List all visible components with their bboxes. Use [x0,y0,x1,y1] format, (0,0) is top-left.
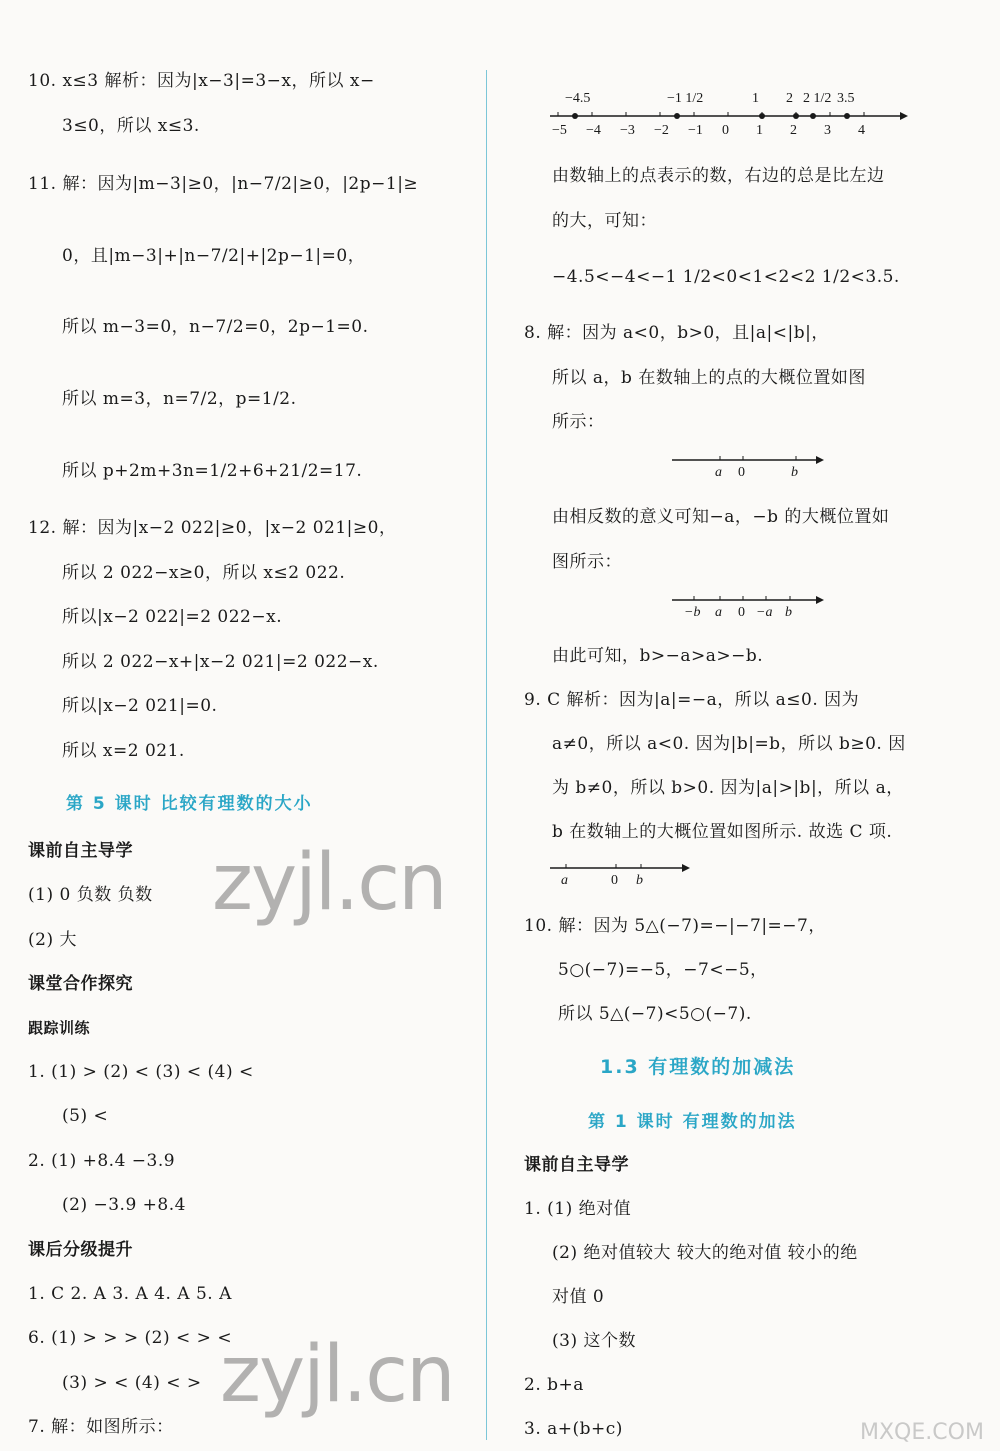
axis2-label-a: a [715,465,722,480]
heading-in-class: 课堂合作探究 [28,974,133,994]
right-line-4: 8. 解：因为 a<0，b>0，且|a|<|b|， [524,323,829,343]
axis1-point [572,113,578,119]
left-line-6: 所以 m=3，n=7/2，p=1/2. [62,389,297,409]
left-line-21: 6. (1) > > > (2) < > < [28,1328,233,1348]
axis4-label-b: b [636,873,643,888]
left-line-22: (3) > < (4) < > [62,1373,202,1393]
axis1-tick-label: −3 [620,123,635,138]
left-line-16: 1. (1) > (2) < (3) < (4) < [28,1062,254,1082]
right-line-19: 对值 0 [552,1287,605,1307]
axis1-tick-label: 4 [858,123,865,138]
right-line-13: b 在数轴上的大概位置如图所示. 故选 C 项. [552,822,893,842]
axis1-tick-label: 3 [824,123,831,138]
right-line-16: 所以 5△(−7)<5○(−7). [558,1004,752,1024]
right-line-3: −4.5<−4<−1 1/2<0<1<2<2 1/2<3.5. [552,267,900,287]
watermark-2: zyjl.cn [220,1330,454,1420]
left-line-20: 1. C 2. A 3. A 4. A 5. A [28,1284,232,1304]
axis2-label-0: 0 [738,465,745,480]
heading-tracking: 跟踪训练 [28,1019,91,1037]
right-line-22: 3. a+(b+c) [524,1419,623,1439]
axis1-point [759,113,765,119]
right-line-1: 由数轴上的点表示的数，右边的总是比左边 [552,166,885,186]
axis3-label-neg-a: −a [756,605,773,620]
left-line-15: (2) 大 [28,930,77,950]
section-title-lesson5: 第 5 课时 比较有理数的大小 [66,794,313,814]
left-line-3: 11. 解：因为|m−3|≥0，|n−7/2|≥0，|2p−1|≥ [28,174,419,194]
axis1-point-label: −1 1/2 [667,91,704,106]
axis2-label-b: b [791,465,798,480]
axis3-label-a: a [715,605,722,620]
right-line-2: 的大，可知： [552,211,657,231]
right-line-17: 1. (1) 绝对值 [524,1199,632,1219]
heading-pre-class-right: 课前自主导学 [524,1155,629,1175]
right-line-11: a≠0，所以 a<0. 因为|b|=b，所以 b≥0. 因 [552,734,906,754]
column-divider [486,70,487,1440]
heading-pre-class: 课前自主导学 [28,841,133,861]
right-line-5: 所以 a，b 在数轴上的点的大概位置如图 [552,368,866,388]
left-line-13: 所以 x=2 021. [62,741,185,761]
axis3-label-neg-b: −b [684,605,701,620]
right-line-7: 由相反数的意义可知−a，−b 的大概位置如 [552,507,890,527]
axis3-label-0: 0 [738,605,745,620]
left-line-14: (1) 0 负数 负数 [28,885,153,905]
axis1-point [793,113,799,119]
left-line-10: 所以|x−2 022|=2 022−x. [62,607,283,627]
axis1-tick-label: −4 [586,123,601,138]
right-line-6: 所示： [552,412,605,432]
axis1-tick-label: −5 [552,123,567,138]
number-line-4 [546,858,696,890]
axis3-label-b: b [785,605,792,620]
right-line-15: 5○(−7)=−5，−7<−5， [558,960,768,980]
section-title-1-3: 1.3 有理数的加减法 [600,1056,796,1078]
axis1-point-label: 1 [752,91,759,106]
watermark-3: MXQE.COM [860,1420,984,1445]
left-line-2: 3≤0，所以 x≤3. [62,116,200,136]
axis1-tick-label: 2 [790,123,797,138]
axis1-point-label: 3.5 [837,91,855,106]
axis4-label-a: a [561,873,568,888]
right-line-21: 2. b+a [524,1375,584,1395]
axis1-tick-label: −2 [654,123,669,138]
right-line-12: 为 b≠0，所以 b>0. 因为|a|>|b|，所以 a， [552,778,904,798]
axis1-point-label: −4.5 [565,91,591,106]
axis1-point [810,113,816,119]
left-line-18: 2. (1) +8.4 −3.9 [28,1151,176,1171]
right-line-18: (2) 绝对值较大 较大的绝对值 较小的绝 [552,1243,858,1263]
right-line-14: 10. 解：因为 5△(−7)=−|−7|=−7， [524,916,826,936]
axis1-point-label: 2 1/2 [803,91,832,106]
right-line-20: (3) 这个数 [552,1331,636,1351]
left-line-4: 0，且|m−3|+|n−7/2|+|2p−1|=0， [62,246,366,266]
heading-after-class: 课后分级提升 [28,1240,133,1260]
left-line-17: (5) < [62,1106,109,1126]
axis1-tick-label: 0 [722,123,729,138]
left-line-1: 10. x≤3 解析：因为|x−3|=3−x，所以 x− [28,71,375,91]
left-line-12: 所以|x−2 021|=0. [62,696,218,716]
left-line-8: 12. 解：因为|x−2 022|≥0，|x−2 021|≥0， [28,518,397,538]
left-line-9: 所以 2 022−x≥0，所以 x≤2 022. [62,563,346,583]
right-line-9: 由此可知，b>−a>a>−b. [552,646,764,666]
section-title-lesson1: 第 1 课时 有理数的加法 [588,1112,797,1132]
right-line-8: 图所示： [552,552,622,572]
right-line-10: 9. C 解析：因为|a|=−a，所以 a≤0. 因为 [524,690,860,710]
left-line-19: (2) −3.9 +8.4 [62,1195,186,1215]
left-line-5: 所以 m−3=0，n−7/2=0，2p−1=0. [62,317,369,337]
number-line-2 [668,450,828,482]
axis1-tick-label: 1 [756,123,763,138]
number-line-1 [540,72,910,142]
left-line-23: 7. 解：如图所示： [28,1417,174,1437]
axis1-point [844,113,850,119]
watermark-1: zyjl.cn [212,838,446,928]
axis1-tick-label: −1 [688,123,703,138]
left-line-7: 所以 p+2m+3n=1/2+6+21/2=17. [62,461,363,481]
axis1-point-label: 2 [786,91,793,106]
axis4-label-0: 0 [611,873,618,888]
left-line-11: 所以 2 022−x+|x−2 021|=2 022−x. [62,652,379,672]
axis1-point [674,113,680,119]
number-line-3 [668,590,828,622]
